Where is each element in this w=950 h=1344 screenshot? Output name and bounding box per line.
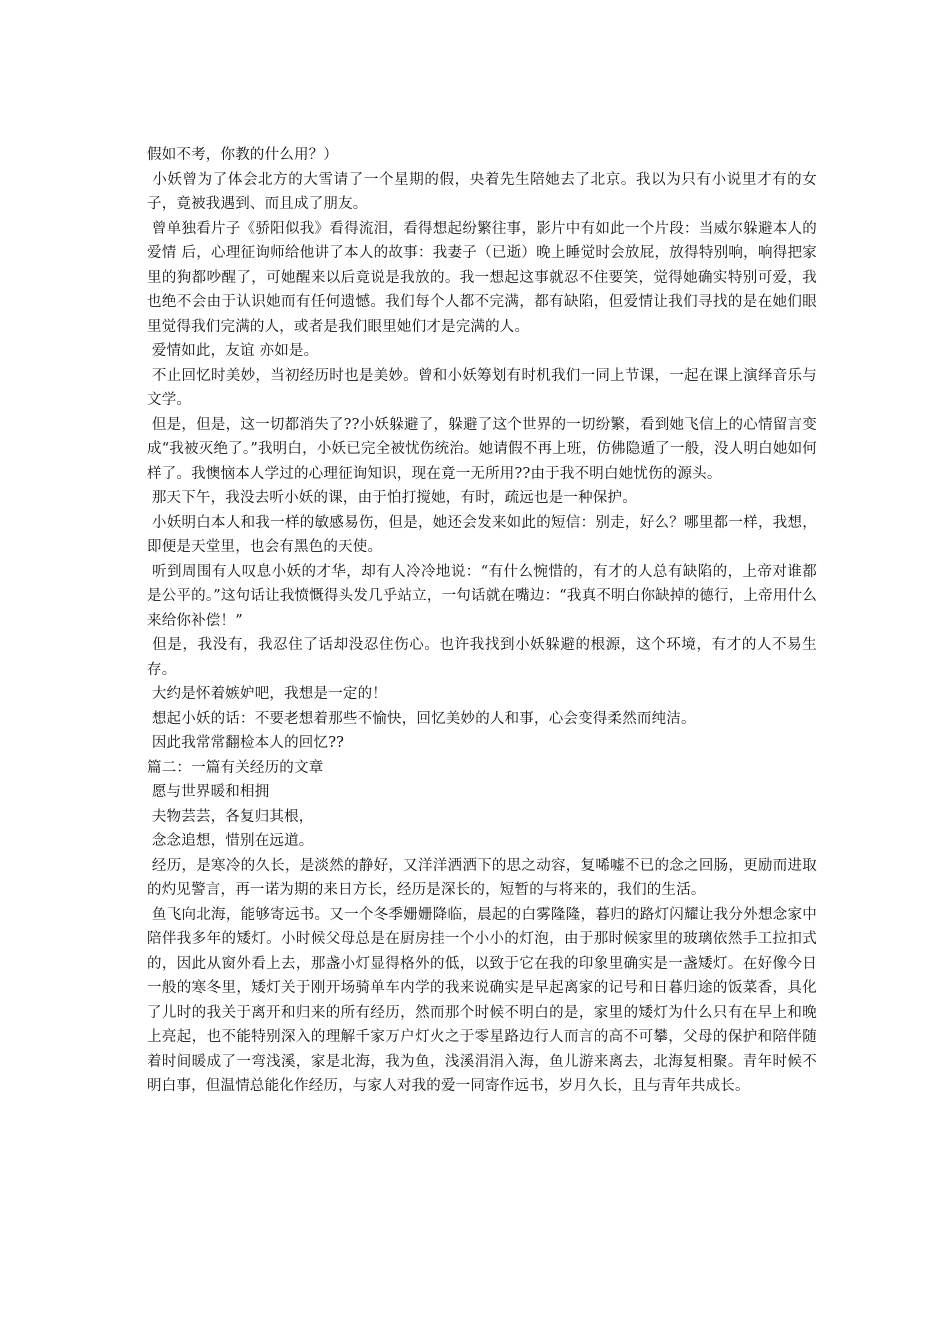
paragraph: 但是，我没有，我忍住了话却没忍住伤心。也许我找到小妖躲避的根源，这个环境，有才的人不易生存。 [147, 637, 818, 678]
section-heading: 篇二：一篇有关经历的文章 [147, 759, 324, 776]
paragraph: 愿与世界暖和相拥 [147, 784, 270, 800]
paragraph: 那天下午，我没去听小妖的课，由于怕打搅她，有时，疏远也是一种保护。 [147, 490, 637, 506]
paragraph: 想起小妖的话：不要老想着那些不愉快，回忆美妙的人和事，心会变得柔然而纯洁。 [147, 710, 696, 727]
paragraph: 夫物芸芸，各复归其根， [147, 808, 314, 825]
paragraph: 听到周围有人叹息小妖的才华，却有人冷冷地说：“有什么惋惜的，有才的人总有缺陷的，上帝对谁都是公平的。”这句话让我愤慨得头发几乎站立，一句话就在嘴边：“我真不明白你缺掉的德行，上帝用什么来给你补偿！” [147, 563, 817, 629]
paragraph: 假如不考，你教的什么用？） [147, 147, 339, 163]
paragraph: 念念追想，惜别在远道。 [147, 833, 314, 849]
paragraph: 小妖曾为了体会北方的大雪请了一个星期的假，央着先生陪她去了北京。我以为只有小说里才有的女子，竟被我遇到、而且成了朋友。 [147, 171, 818, 212]
paragraph: 因此我常常翻检本人的回忆?? [147, 735, 345, 751]
paragraph: 小妖明白本人和我一样的敏感易伤，但是，她还会发来如此的短信：别走，好么？哪里都一样，我想，即便是天堂里，也会有黑色的天使。 [147, 514, 818, 555]
paragraph: 曾单独看片子《骄阳似我》看得流泪，看得想起纷繁往事，影片中有如此一个片段：当威尔躲避本人的爱情 后，心理征询师给他讲了本人的故事：我妻子（已逝）晚上睡觉时会放屁，放得特别响，响得把家里的狗都吵醒了，可她醒来以后竟说是我放的。我一想起这事就忍不住要笑，觉得她确实特别可爱，我也绝不会由于认识她而有任何遗憾。我们每个人都不完满，都有缺陷，但爱情让我们寻找的是在她们眼里觉得我们完满的人，或者是我们眼里她们才是完满的人。 [147, 220, 818, 335]
paragraph: 爱情如此，友谊 亦如是。 [147, 343, 319, 359]
paragraph: 鱼飞向北海，能够寄远书。又一个冬季姗姗降临，晨起的白雾隆隆，暮归的路灯闪耀让我分外想念家中陪伴我多年的矮灯。小时候父母总是在厨房挂一个小小的灯泡，由于那时候家里的玻璃依然手工拉扣式的，因此从窗外看上去，那盏小灯显得格外的低，以致于它在我的印象里确实是一盏矮灯。在好像今日一般的寒冬里，矮灯关于刚开场骑单车内学的我来说确实是早起离家的记号和日暮归途的饭菜香，具化了儿时的我关于离开和归来的所有经历，然而那个时候不明白的是，家里的矮灯为什么只有在早上和晚上亮起，也不能特别深入的理解千家万户灯火之于零星路边行人而言的高不可攀，父母的保护和陪伴随着时间暖成了一弯浅溪，家是北海，我为鱼，浅溪涓涓入海，鱼儿游来离去，北海复相聚。青年时候不明白事，但温情总能化作经历，与家人对我的爱一同寄作远书，岁月久长，且与青年共成长。 [147, 906, 818, 1094]
paragraph: 不止回忆时美妙，当初经历时也是美妙。曾和小妖筹划有时机我们一同上节课，一起在课上演绎音乐与文学。 [147, 367, 818, 408]
paragraph: 但是，但是，这一切都消失了??小妖躲避了，躲避了这个世界的一切纷繁，看到她飞信上的心情留言变成“我被灭绝了。”我明白，小妖已完全被忧伤统治。她请假不再上班，仿佛隐遁了一般，没人明白她如何样了。我懊恼本人学过的心理征询知识，现在竟一无所用??由于我不明白她忧伤的源头。 [147, 416, 818, 482]
paragraph: 大约是怀着嫉妒吧，我想是一定的！ [147, 686, 388, 702]
document-body [147, 143, 817, 1099]
paragraph: 经历，是寒冷的久长，是淡然的静好，又洋洋洒洒下的思之动容，复唏嘘不已的念之回肠，更励而进取的灼见警言，再一诺为期的来日方长，经历是深长的，短暂的与将来的，我们的生活。 [147, 857, 818, 898]
